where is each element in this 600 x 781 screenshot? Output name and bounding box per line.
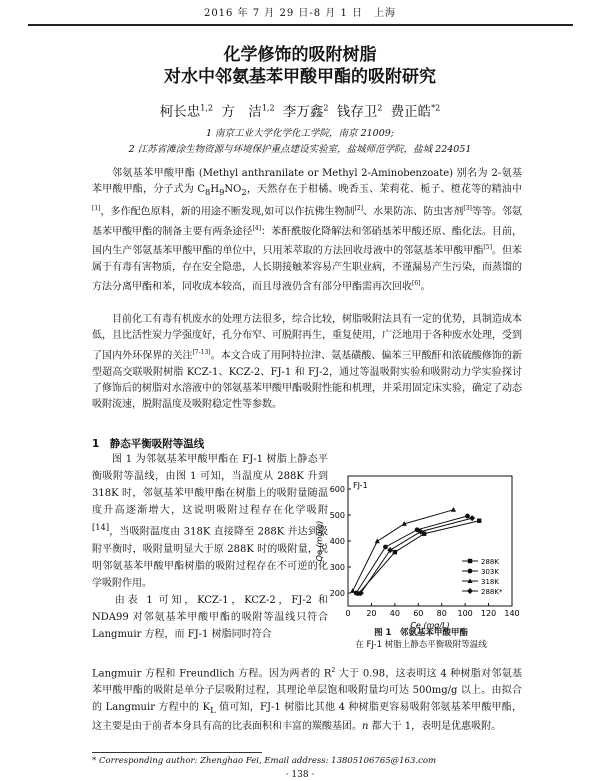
- page-number: · 138 ·: [285, 770, 315, 780]
- author-list: [0, 100, 600, 120]
- footnote-rule: [92, 752, 262, 753]
- series-0-point-1: [393, 550, 397, 554]
- x-tick-label-0: 0: [345, 609, 351, 618]
- body-paragraph-fig1: 图 1 为邻氨基苯甲酸甲酯在 FJ-1 树脂上静态平衡吸附等温线，由图 1 可知，当温度从 288K 升到 318K 时，邻氨基苯甲酸甲酯在树脂上的吸附量随温度升高逐渐增大，这说明吸附过程存在化学吸附[14]，当吸附温度由 318K 直接降至 288K 并达到吸附平衡时，吸附量明显大于原 288K 时的吸附量，说明邻氨基苯甲酸甲酯树脂的吸附过程存在不可逆的化学吸附作用。 由表 1 可知，KCZ-1，KCZ-2，FJ-2 和 NDA99 对邻氨基苯甲酸甲酯的吸附等温线只符合 Langmuir 方程，而 FJ-1 树脂同时符合: [92, 454, 328, 641]
- y-tick-label-2: 400: [329, 537, 345, 546]
- body-paragraph-langmuir: Langmuir 方程和 Freundlich 方程。因为两者的 $R^2$ 大于 0.98，这表明这 4 种树脂对邻氨基苯甲酸甲酯的吸附是单分子层吸附过程，其理论单层饱和吸附量均可达 500mg/g 以上。由拟合的 Langmuir 方程中的 $K_L$ 值可知，FJ-1 树脂比其他 4 种树脂更容易吸附邻氨基苯甲酸甲酯，这主要是由于前者本身具有高的比表面积和丰富的羰酸基团。n 都大于 1，表明是优惠吸附。: [92, 667, 523, 732]
- plot-frame: [348, 476, 512, 606]
- author-5: 费正皓$^{*2}$: [390, 103, 441, 120]
- x-tick-label-7: 140: [504, 609, 520, 618]
- series-line-2: [353, 510, 454, 591]
- y-tick-label-4: 600: [329, 485, 345, 494]
- footnote: * Corresponding author: Zhenghao Fei, Email address: 13805106765@163.com: [92, 756, 437, 766]
- series-3-point-3: [469, 515, 475, 521]
- x-tick-label-2: 40: [389, 609, 400, 618]
- affiliation-2: 2 江苏省滩涂生物资源与环境保护重点建设实验室，盐城师范学院，盐城 224051: [128, 144, 472, 155]
- legend-label-3: 288K*: [481, 588, 503, 596]
- series-1-point-0: [354, 591, 359, 596]
- legend-label-0: 288K: [481, 558, 499, 566]
- title-line-1: 化学修饰的吸附树脂: [223, 45, 377, 65]
- chart-title: FJ-1: [353, 481, 368, 490]
- figure-1-chart: [312, 466, 524, 634]
- intro-paragraph-2: 目前化工有毒有机废水的处理方法很多，综合比较，树脂吸附法具有一定的优势，具制造成本低，且比活性炭力学强度好，孔分布窄、可脱附再生，重复使用，广泛地用于各种废水处理，受到了国内外环保界的关注[7-13]。本文合成了用阿特拉津、氨基磺酸、偏苯三甲酸酐和浓硫酸修饰的新型超高交联吸附树脂 KCZ-1、KCZ-2、FJ-1 和 FJ-2，通过等温吸附实验和吸附动力学实验探讨了修饰后的树脂对水溶液中的邻氨基苯甲酸甲酯吸附性能和机理，并采用固定床实验，确定了动态吸附流速，脱附温度及吸附稳定性等参数。: [92, 314, 523, 411]
- x-tick-label-1: 20: [366, 609, 377, 618]
- y-tick-label-0: 200: [329, 589, 345, 598]
- legend-marker-1: [468, 569, 473, 574]
- series-2-point-0: [350, 588, 355, 593]
- author-1: 柯长忠$^{1,2}$: [159, 103, 214, 120]
- section-1-heading: 1 静态平衡吸附等温线: [92, 438, 205, 450]
- figure-1-caption-line-2: 在 FJ-1 树脂上静态平衡吸附等温线: [355, 640, 487, 650]
- y-axis-label: Qe (mg/g): [315, 520, 324, 562]
- title-line-2: 对水中邻氨基苯甲酸甲酯的吸附研究: [164, 67, 436, 87]
- series-3-point-1: [387, 547, 393, 553]
- x-axis-label: Ce (mg/L): [410, 621, 450, 630]
- x-tick-label-4: 80: [436, 609, 447, 618]
- author-4: 钱存卫$^2$: [336, 103, 383, 120]
- figure-1-caption-line-1: 图 1 邻氨基苯甲酸甲酯: [374, 628, 468, 638]
- legend-marker-0: [468, 559, 472, 563]
- header-rule: [28, 24, 573, 26]
- y-tick-label-1: 300: [329, 563, 345, 572]
- x-tick-label-5: 100: [457, 609, 473, 618]
- series-1-point-3: [465, 514, 470, 519]
- affiliation-1: 1 南京工业大学化学化工学院，南京 21009;: [205, 128, 394, 139]
- series-2-point-1: [375, 538, 380, 543]
- conference-header: 2016 年 7 月 29 日-8 月 1 日 上海: [203, 8, 397, 19]
- intro-paragraph-1: 邻氨基苯甲酸甲酯 (Methyl anthranilate or Methyl 2-Aminobenzoate) 别名为 2-氨基苯甲酸甲酯，分子式为 $C_8H_9NO_2$，天然存在于柑橘、晚香玉、茉莉花、栀子、橙花等的精油中[1]，多作配色原料，新的用途不断发现,如可以作抗佛生物制[2]、水果防冻、防虫害剂[3]等等。邻氨基苯甲酸甲酯的制备主要有两条途径[4]：苯酐酰胺化降解法和邻硝基苯甲酸还原、酯化法。目前，国内生产邻氨基苯甲酸甲酯的单位中，只用苯萃取的方法回收母液中的邻氨基苯甲酸甲酯[5]。但苯属于有毒有害物质，存在安全隐患，人长期接触苯容易产生职业病，不谨漏易产生污染，而蒸馏的方法分离甲酯和苯，同收成本较高，而且母液仍含有部分甲酯需再次回收[6]。: [92, 168, 523, 293]
- legend-label-1: 303K: [481, 568, 499, 576]
- legend-marker-3: [467, 588, 473, 594]
- series-0-point-3: [477, 519, 481, 523]
- y-tick-label-3: 500: [329, 511, 345, 520]
- series-2-point-3: [451, 507, 456, 512]
- legend-label-2: 318K: [481, 578, 499, 586]
- author-2: 方 洁$^{1,2}$: [221, 103, 275, 120]
- x-tick-label-6: 120: [480, 609, 497, 618]
- x-tick-label-3: 60: [413, 609, 424, 618]
- series-1-point-1: [383, 545, 388, 550]
- author-3: 李万鑫$^2$: [282, 103, 329, 120]
- isotherm-chart-svg: [312, 466, 524, 634]
